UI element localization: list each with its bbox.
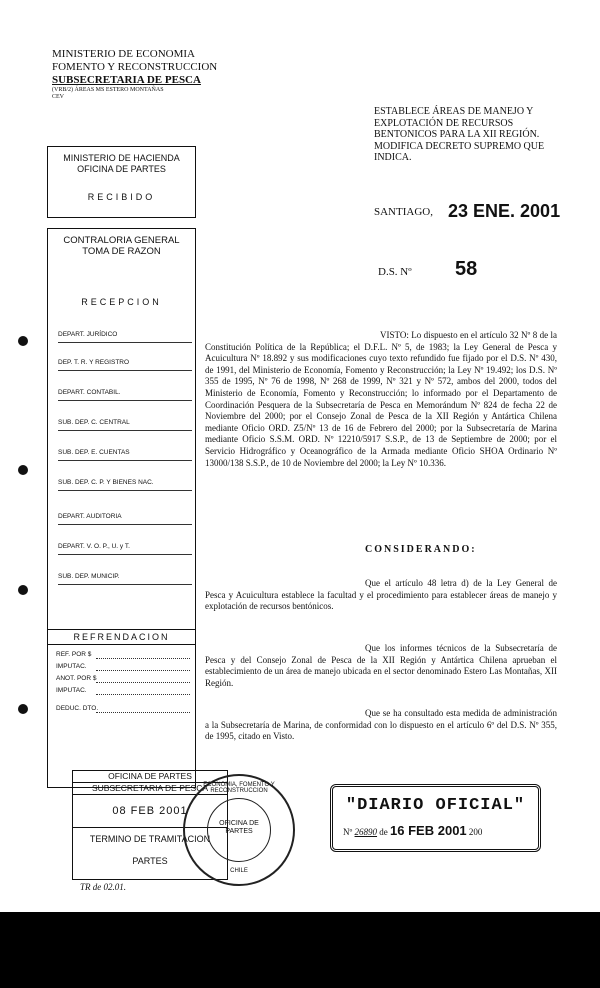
refrendacion-header: REFRENDACION <box>48 629 195 645</box>
ministry-line-2: FOMENTO Y RECONSTRUCCION <box>52 61 218 73</box>
ministry-header <box>52 48 217 101</box>
contraloria-title <box>48 235 195 257</box>
visto-paragraph <box>205 330 557 469</box>
ministry-seal <box>183 774 295 886</box>
contraloria-stamp <box>47 228 196 788</box>
routing-row: DEPART. V. O. P., U. y T. <box>58 543 192 551</box>
considerando-heading: CONSIDERANDO: <box>365 544 477 555</box>
seal-center-text: OFICINA DE PARTES <box>219 820 259 835</box>
hacienda-line-1: MINISTERIO DE HACIENDA <box>63 153 180 163</box>
subpesca-line-2: SUBSECRETARIA DE PESCA <box>73 783 227 795</box>
refrendacion-row: IMPUTAC. <box>56 663 190 671</box>
refrendacion-row: IMPUTAC. <box>56 687 190 695</box>
paragraph-text: Que se ha consultado esta medida de administración a la Subsecretaría de Marina, de conformidad con lo dispuesto en el artículo 6º del D.S. Nº 355, de 1995, citado en Visto. <box>205 708 557 742</box>
refrendacion-row: DEDUC. DTO. <box>56 705 190 713</box>
considerando-3 <box>205 708 557 743</box>
hacienda-stamp <box>47 146 196 218</box>
diario-title: "DIARIO OFICIAL" <box>345 796 526 815</box>
routing-row: DEPART. AUDITORIA <box>58 513 192 521</box>
hacienda-received: RECIBIDO <box>87 192 156 202</box>
place-label: SANTIAGO, <box>374 206 433 218</box>
paragraph-text: Que el artículo 48 letra d) de la Ley General de Pesca y Acuicultura establece la facultad y el procedimiento para establecer áreas de manejo y explotación de recursos bentónicos. <box>205 578 557 612</box>
ministry-line-1: MINISTERIO DE ECONOMIA <box>52 48 195 60</box>
contraloria-line-1: CONTRALORIA GENERAL <box>63 235 180 246</box>
decree-subject: ESTABLECE ÁREAS DE MANEJO Y EXPLOTACIÓN DE RECURSOS BENTONICOS PARA LA XII REGIÓN. MODIFICA DECRETO SUPREMO QUE INDICA. <box>374 106 545 163</box>
routing-row: SUB. DEP. C. P. Y BIENES NAC. <box>58 479 192 487</box>
diario-number: 26890 <box>354 827 378 837</box>
routing-row: DEPART. JURÍDICO <box>58 331 192 339</box>
refrendacion-row: ANOT. POR $ <box>56 675 190 683</box>
routing-row: SUB. DEP. MUNICIP. <box>58 573 192 581</box>
routing-row: DEPART. CONTABIL. <box>58 389 192 397</box>
contraloria-recepcion: RECEPCION <box>81 297 162 307</box>
routing-row: DEP. T. R. Y REGISTRO <box>58 359 192 367</box>
punch-hole <box>18 585 28 595</box>
punch-hole <box>18 465 28 475</box>
refrendacion-row: REF. POR $ <box>56 651 190 659</box>
routing-row: SUB. DEP. C. CENTRAL <box>58 419 192 427</box>
diario-suffix: 200 <box>468 827 483 837</box>
punch-hole <box>18 336 28 346</box>
considerando-2 <box>205 643 557 689</box>
ministry-line-3: SUBSECRETARIA DE PESCA <box>52 74 201 86</box>
decree-number-label: D.S. Nº <box>378 266 412 278</box>
paragraph-text: Que los informes técnicos de la Subsecretaría de Pesca y del Consejo Zonal de Pesca de la XII Región y Antártica Chilena aprueban el establecimiento de un área de manejo ubicada en el sector denominado Estero Las Montañas, XII Región. <box>205 643 557 688</box>
subpesca-line-4: TERMINO DE TRAMITACION PARTES <box>89 834 211 866</box>
contraloria-line-2: TOMA DE RAZON <box>82 246 161 257</box>
reference-initials: CEV <box>52 94 64 100</box>
considerando-1 <box>205 578 557 613</box>
hacienda-line-2: OFICINA DE PARTES <box>77 164 166 174</box>
visto-text: VISTO: Lo dispuesto en el artículo 32 Nº 8 de la Constitución Política de la República; el D.F.L. Nº 5, de 1983; la Ley General de Pesca y Acuicultura Nº 18.892 y sus modificaciones cuyo texto refundido fue fijado por el D.S. Nº 430, de 1991, del Ministerio de Economía, Fomento y Reconstrucción; la Ley Nº 19.492; los D.S. Nº 355 de 1995, Nº 76 de 1998, Nº 268 de 1999, Nº 321 y Nº 572, ambos del 2000, todos del Ministerio de Economía, Fomento y Reconstrucción; lo informado por el Departamento de Coordinación Pesquera de la Subsecretaría de Pesca en Memorándum Nº 824 de fecha 22 de Noviembre del 2000; por el Consejo Zonal de Pesca de la XII Región y Antártica Chilena mediante Oficio ORD. Z5/Nº 13 de 16 de Febrero del 2000; por la Subsecretaría de Marina mediante Oficio S.S.M. ORD. Nº 12210/5917 S.S.P., de 13 de Septiembre de 2000; por el Servicio Hidrográfico y Oceanográfico de la Armada mediante Oficio SHOA Ordinario Nº 13000/138 S.S.P., de 10 de Noviembre del 2000; la Ley Nº 10.336. <box>205 330 557 468</box>
diario-oficial-stamp <box>330 784 541 852</box>
punch-hole <box>18 704 28 714</box>
diario-date: 16 FEB 2001 <box>390 823 467 838</box>
routing-row: SUB. DEP. E. CUENTAS <box>58 449 192 457</box>
handwritten-note: TR de 02.01. <box>80 882 126 892</box>
diario-prefix: Nº <box>343 827 353 837</box>
subpesca-date: 08 FEB 2001 <box>73 795 227 828</box>
reference-code: (VRB/2) ÁREAS MS ESTERO MONTAÑAS <box>52 87 164 93</box>
diario-details <box>333 823 538 838</box>
subpesca-line-1: OFICINA DE PARTES <box>73 771 227 783</box>
seal-top-text: ECONOMIA, FOMENTO Y RECONSTRUCCION <box>203 782 275 794</box>
seal-bottom-text: CHILE <box>230 868 248 874</box>
diario-de: de <box>379 827 388 837</box>
decree-date: 23 ENE. 2001 <box>448 201 561 221</box>
decree-number: 58 <box>455 258 478 280</box>
